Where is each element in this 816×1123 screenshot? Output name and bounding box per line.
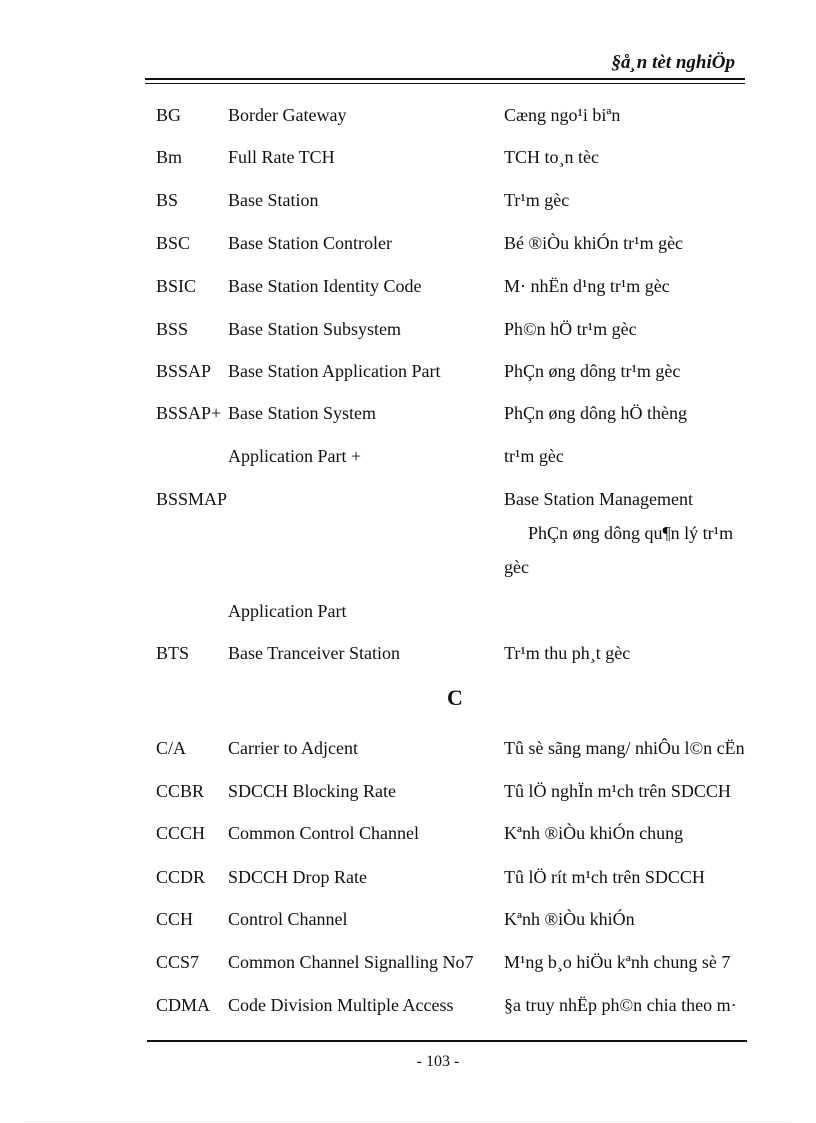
vietnamese-term: Cæng ngo¹i biªn — [504, 105, 621, 125]
abbreviation: CCBR — [156, 781, 205, 801]
vietnamese-term: TCH to¸n tèc — [504, 147, 599, 167]
glossary-row — [0, 142, 816, 172]
abbreviation: CCS7 — [156, 952, 200, 972]
abbreviation: BSSAP — [156, 361, 212, 381]
glossary-row — [0, 484, 816, 514]
glossary-row — [0, 271, 816, 301]
vietnamese-term-continued: PhÇn øng dông qu¶n lý tr¹m — [528, 523, 734, 543]
abbreviation: BS — [156, 190, 179, 210]
abbreviation: BSSAP+ — [156, 403, 222, 423]
english-term: Base Station Controler — [228, 233, 392, 253]
abbreviation: CCDR — [156, 867, 206, 887]
english-term: Control Channel — [228, 909, 348, 929]
english-term: Base Station — [228, 190, 319, 210]
english-term: Code Division Multiple Access — [228, 995, 454, 1015]
footer-rule — [147, 1040, 747, 1042]
english-term: Common Control Channel — [228, 823, 419, 843]
header-rule — [145, 78, 745, 80]
vietnamese-term: §a truy nhËp ph©n chia theo m· — [504, 995, 737, 1015]
english-term: Common Channel Signalling No7 — [228, 952, 474, 972]
glossary-row — [0, 100, 816, 130]
glossary-row — [0, 228, 816, 258]
vietnamese-term: Tr¹m gèc — [504, 190, 570, 210]
vietnamese-term: PhÇn øng dông hÖ thèng — [504, 403, 688, 423]
glossary-row — [0, 818, 816, 848]
abbreviation: BTS — [156, 643, 190, 663]
header-title: §å¸n tèt nghiÖp — [611, 52, 735, 73]
glossary-row — [0, 185, 816, 215]
glossary-row — [0, 441, 816, 471]
vietnamese-term: Tû lÖ nghÏn m¹ch trên SDCCH — [504, 781, 731, 801]
vietnamese-term: Bé ®iÒu khiÓn tr¹m gèc — [504, 233, 684, 253]
english-term: Base Station Identity Code — [228, 276, 422, 296]
glossary-row — [0, 552, 816, 582]
english-term: Application Part — [228, 601, 347, 621]
abbreviation: C/A — [156, 738, 187, 758]
abbreviation: BSC — [156, 233, 191, 253]
glossary-row — [0, 947, 816, 977]
glossary-row — [0, 904, 816, 934]
english-term: Base Station Subsystem — [228, 319, 402, 339]
section-letter-c: C — [447, 685, 463, 710]
abbreviation: Bm — [156, 147, 183, 167]
vietnamese-term: Kªnh ®iÒu khiÓn — [504, 909, 635, 929]
english-term: Base Station System — [228, 403, 376, 423]
abbreviation: BSS — [156, 319, 189, 339]
english-term: Carrier to Adjcent — [228, 738, 358, 758]
header-rule-thin — [145, 83, 745, 84]
abbreviation: CCH — [156, 909, 194, 929]
glossary-row — [0, 862, 816, 892]
english-term: SDCCH Drop Rate — [228, 867, 367, 887]
english-term: Full Rate TCH — [228, 147, 335, 167]
vietnamese-term: Base Station Management — [504, 489, 693, 509]
glossary-row — [0, 596, 816, 626]
glossary-row — [0, 990, 816, 1020]
glossary-row — [0, 518, 816, 548]
english-term: SDCCH Blocking Rate — [228, 781, 397, 801]
vietnamese-term: Tû sè sãng mang/ nhiÔu l©n cËn — [504, 738, 745, 758]
abbreviation: CCCH — [156, 823, 206, 843]
abbreviation: BSSMAP — [156, 489, 228, 509]
vietnamese-term: tr¹m gèc — [504, 446, 564, 466]
glossary-row — [0, 356, 816, 386]
glossary-row — [0, 638, 816, 668]
glossary-row — [0, 314, 816, 344]
page-number: - 103 - — [416, 1053, 460, 1070]
vietnamese-term: Kªnh ®iÒu khiÓn chung — [504, 823, 684, 843]
glossary-row — [0, 398, 816, 428]
vietnamese-term: Tû lÖ rít m¹ch trên SDCCH — [504, 867, 705, 887]
abbreviation: BSIC — [156, 276, 197, 296]
abbreviation: CDMA — [156, 995, 211, 1015]
abbreviation: BG — [156, 105, 182, 125]
english-term: Base Tranceiver Station — [228, 643, 400, 663]
vietnamese-term: M· nhËn d¹ng tr¹m gèc — [504, 276, 670, 296]
english-term: Application Part + — [228, 446, 362, 466]
vietnamese-term: M¹ng b¸o hiÖu kªnh chung sè 7 — [504, 952, 731, 972]
vietnamese-term: Ph©n hÖ tr¹m gèc — [504, 319, 637, 339]
english-term: Base Station Application Part — [228, 361, 441, 381]
english-term: Border Gateway — [228, 105, 347, 125]
glossary-row — [0, 776, 816, 806]
vietnamese-term: PhÇn øng dông tr¹m gèc — [504, 361, 681, 381]
page-edge-dotted-line — [25, 1121, 790, 1122]
glossary-row — [0, 733, 816, 763]
vietnamese-term: Tr¹m thu ph¸t gèc — [504, 643, 631, 663]
vietnamese-term: gèc — [504, 557, 529, 577]
